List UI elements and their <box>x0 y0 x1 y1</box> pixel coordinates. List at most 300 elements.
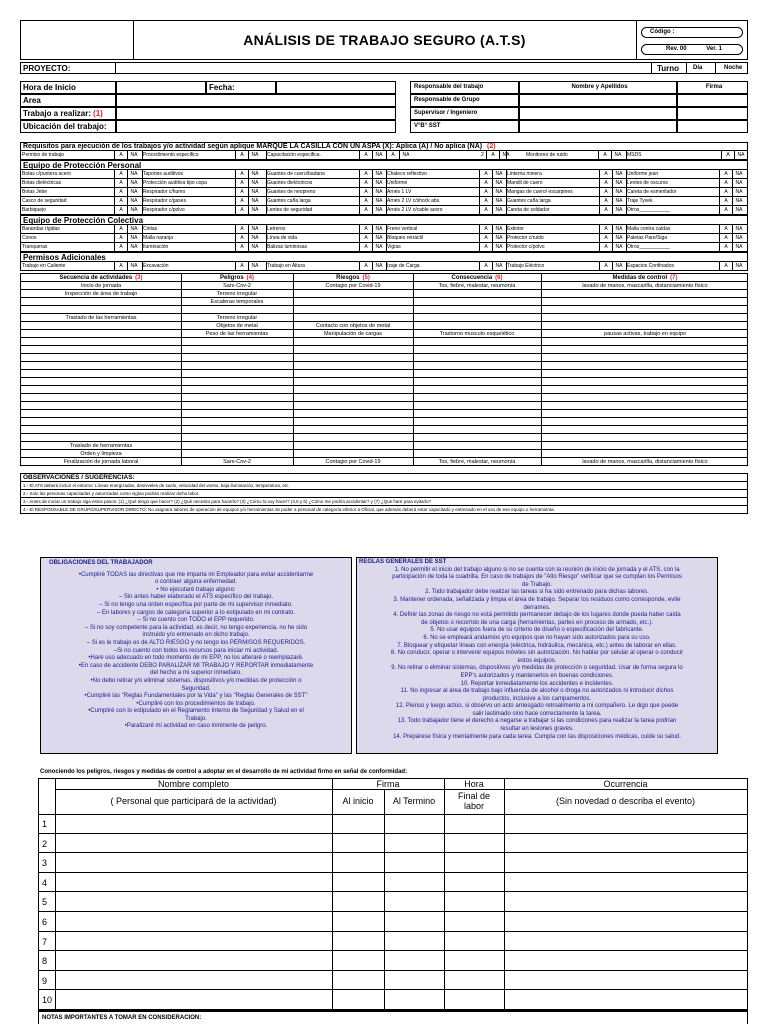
na-option[interactable]: NA <box>248 225 261 233</box>
table-cell[interactable] <box>413 338 541 346</box>
table-cell[interactable] <box>181 410 293 418</box>
table-cell[interactable] <box>293 450 413 458</box>
a-na-checkbox[interactable] <box>598 151 624 159</box>
a-na-checkbox[interactable] <box>479 170 505 178</box>
a-na-checkbox[interactable] <box>235 243 261 251</box>
a-option[interactable]: A <box>719 179 732 187</box>
name-input[interactable] <box>56 912 331 930</box>
a-option[interactable]: A <box>479 243 492 251</box>
a-na-checkbox[interactable] <box>114 151 140 159</box>
a-option[interactable]: A <box>114 197 127 205</box>
hora-final-input[interactable] <box>445 814 503 832</box>
a-option[interactable]: A <box>114 188 127 196</box>
table-cell[interactable] <box>541 434 749 442</box>
na-option[interactable]: NA <box>612 179 625 187</box>
na-option[interactable]: NA <box>127 188 140 196</box>
a-na-checkbox[interactable] <box>719 262 745 270</box>
a-option[interactable]: A <box>598 151 611 159</box>
a-na-checkbox[interactable] <box>719 234 745 242</box>
table-cell[interactable] <box>293 426 413 434</box>
table-cell[interactable] <box>21 410 181 418</box>
firma-inicio-input[interactable] <box>333 814 383 832</box>
resp-signature-input[interactable] <box>677 94 748 107</box>
a-option[interactable]: A <box>114 206 127 214</box>
table-cell[interactable] <box>21 354 181 362</box>
a-na-checkbox[interactable] <box>359 151 385 159</box>
na-option[interactable]: NA <box>372 206 385 214</box>
a-option[interactable]: A <box>719 262 732 270</box>
table-cell[interactable] <box>413 394 541 402</box>
na-option[interactable]: NA <box>248 206 261 214</box>
na-option[interactable]: NA <box>127 197 140 205</box>
name-input[interactable] <box>56 932 331 950</box>
table-cell[interactable] <box>293 354 413 362</box>
table-cell[interactable]: Finalización de jornada laboral <box>63 459 139 465</box>
ocurrencia-input[interactable] <box>505 932 745 950</box>
table-cell[interactable] <box>21 418 181 426</box>
table-cell[interactable] <box>293 442 413 450</box>
firma-inicio-input[interactable] <box>333 892 383 910</box>
a-na-checkbox[interactable] <box>479 243 505 251</box>
table-cell[interactable] <box>293 298 413 306</box>
a-na-checkbox[interactable] <box>235 188 261 196</box>
a-option[interactable]: A <box>599 206 612 214</box>
a-na-checkbox[interactable] <box>719 170 745 178</box>
resp-name-input[interactable] <box>519 107 677 120</box>
a-option[interactable]: A <box>114 170 127 178</box>
table-cell[interactable] <box>413 354 541 362</box>
na-option[interactable]: NA <box>612 262 625 270</box>
table-cell[interactable]: Inspección de área de trabajo <box>64 291 138 297</box>
table-cell[interactable] <box>541 290 749 298</box>
table-cell[interactable] <box>413 402 541 410</box>
a-option[interactable]: A <box>114 234 127 242</box>
table-cell[interactable]: Contagio por Covid-19 <box>325 283 381 289</box>
a-na-checkbox[interactable] <box>719 206 745 214</box>
a-na-checkbox[interactable] <box>599 262 625 270</box>
a-option[interactable]: A <box>235 188 248 196</box>
a-option[interactable]: A <box>479 225 492 233</box>
na-option[interactable]: NA <box>732 262 745 270</box>
a-option[interactable]: A <box>479 179 492 187</box>
ocurrencia-input[interactable] <box>505 853 745 871</box>
table-cell[interactable]: Contagio por Covid-19 <box>325 459 381 465</box>
a-option[interactable]: A <box>235 197 248 205</box>
a-option[interactable]: A <box>359 234 372 242</box>
table-cell[interactable] <box>181 394 293 402</box>
table-cell[interactable] <box>21 386 181 394</box>
table-cell[interactable] <box>541 314 749 322</box>
a-na-checkbox[interactable] <box>114 179 140 187</box>
na-option[interactable]: NA <box>492 188 505 196</box>
a-option[interactable]: A <box>359 170 372 178</box>
a-option[interactable]: A <box>599 234 612 242</box>
a-option[interactable]: A <box>114 243 127 251</box>
a-na-checkbox[interactable] <box>114 262 140 270</box>
table-cell[interactable] <box>293 402 413 410</box>
na-option[interactable]: NA <box>492 234 505 242</box>
firma-inicio-input[interactable] <box>333 951 383 969</box>
na-option[interactable]: NA <box>734 151 747 159</box>
a-option[interactable]: A <box>599 262 612 270</box>
a-na-checkbox[interactable] <box>479 262 505 270</box>
na-option[interactable]: NA <box>248 262 261 270</box>
na-option[interactable]: NA <box>372 170 385 178</box>
codigo-field[interactable]: Código : <box>641 27 743 38</box>
info-input[interactable] <box>116 81 206 94</box>
na-option[interactable]: NA <box>372 197 385 205</box>
firma-termino-input[interactable] <box>385 951 443 969</box>
ocurrencia-input[interactable] <box>505 971 745 989</box>
table-cell[interactable] <box>293 386 413 394</box>
name-input[interactable] <box>56 873 331 891</box>
firma-termino-input[interactable] <box>385 971 443 989</box>
a-na-checkbox[interactable] <box>719 225 745 233</box>
a-na-checkbox[interactable] <box>359 234 385 242</box>
firma-inicio-input[interactable] <box>333 971 383 989</box>
table-cell[interactable] <box>293 378 413 386</box>
hora-final-input[interactable] <box>445 892 503 910</box>
table-cell[interactable] <box>541 298 749 306</box>
a-na-checkbox[interactable] <box>479 225 505 233</box>
table-cell[interactable] <box>541 370 749 378</box>
table-cell[interactable] <box>541 410 749 418</box>
a-option[interactable]: A <box>599 197 612 205</box>
table-cell[interactable] <box>293 370 413 378</box>
hora-final-input[interactable] <box>445 932 503 950</box>
a-na-checkbox[interactable] <box>479 179 505 187</box>
firma-termino-input[interactable] <box>385 932 443 950</box>
a-na-checkbox[interactable] <box>479 234 505 242</box>
table-cell[interactable] <box>541 442 749 450</box>
a-na-checkbox[interactable] <box>235 151 261 159</box>
table-cell[interactable] <box>413 442 541 450</box>
a-na-checkbox[interactable] <box>114 188 140 196</box>
resp-signature-input[interactable] <box>677 107 748 120</box>
ocurrencia-input[interactable] <box>505 951 745 969</box>
a-na-checkbox[interactable] <box>359 188 385 196</box>
name-input[interactable] <box>56 951 331 969</box>
na-option[interactable]: NA <box>127 206 140 214</box>
a-option[interactable]: A <box>235 262 248 270</box>
a-na-checkbox[interactable] <box>235 234 261 242</box>
a-na-checkbox[interactable] <box>235 262 261 270</box>
a-option[interactable]: A <box>235 234 248 242</box>
a-option[interactable]: A <box>599 170 612 178</box>
a-na-checkbox[interactable] <box>114 234 140 242</box>
table-cell[interactable] <box>181 402 293 410</box>
firma-termino-input[interactable] <box>385 873 443 891</box>
na-option[interactable]: NA <box>732 225 745 233</box>
table-cell[interactable] <box>181 354 293 362</box>
table-cell[interactable] <box>181 346 293 354</box>
a-na-checkbox[interactable] <box>235 225 261 233</box>
a-na-checkbox[interactable] <box>721 151 747 159</box>
a-na-checkbox[interactable] <box>719 188 745 196</box>
name-input[interactable] <box>56 814 331 832</box>
table-cell[interactable] <box>541 354 749 362</box>
table-cell[interactable] <box>21 338 181 346</box>
na-option[interactable]: NA <box>127 234 140 242</box>
table-cell[interactable] <box>293 434 413 442</box>
a-na-checkbox[interactable] <box>719 179 745 187</box>
table-cell[interactable]: Sars-Cov-2 <box>223 283 251 289</box>
table-cell[interactable] <box>21 370 181 378</box>
table-cell[interactable] <box>293 362 413 370</box>
a-option[interactable]: A <box>114 151 127 159</box>
na-option[interactable]: NA <box>612 188 625 196</box>
table-cell[interactable] <box>181 338 293 346</box>
hora-final-input[interactable] <box>445 990 503 1008</box>
table-cell[interactable] <box>21 298 181 306</box>
a-option[interactable]: A <box>359 206 372 214</box>
table-cell[interactable] <box>541 346 749 354</box>
na-option[interactable]: NA <box>127 243 140 251</box>
table-cell[interactable] <box>413 426 541 434</box>
na-option[interactable]: NA <box>127 262 140 270</box>
table-cell[interactable] <box>293 314 413 322</box>
table-cell[interactable] <box>541 426 749 434</box>
a-na-checkbox[interactable] <box>479 188 505 196</box>
hora-final-input[interactable] <box>445 834 503 852</box>
name-input[interactable] <box>56 990 331 1008</box>
a-option[interactable]: A <box>359 151 372 159</box>
hora-final-input[interactable] <box>445 971 503 989</box>
hora-final-input[interactable] <box>445 853 503 871</box>
na-option[interactable]: NA <box>492 206 505 214</box>
table-cell[interactable] <box>21 402 181 410</box>
table-cell[interactable] <box>541 402 749 410</box>
na-option[interactable]: NA <box>399 151 412 159</box>
a-option[interactable]: A <box>359 225 372 233</box>
na-option[interactable]: NA <box>732 170 745 178</box>
noche-option[interactable]: Noche <box>724 65 743 71</box>
table-cell[interactable] <box>181 370 293 378</box>
a-option[interactable]: A <box>479 206 492 214</box>
ocurrencia-input[interactable] <box>505 814 745 832</box>
name-input[interactable] <box>56 971 331 989</box>
a-na-checkbox[interactable] <box>114 225 140 233</box>
table-cell[interactable]: Tos, fiebre, malestar, neumonía <box>438 283 516 289</box>
table-cell[interactable] <box>413 314 541 322</box>
table-cell[interactable] <box>413 434 541 442</box>
a-option[interactable]: A <box>479 170 492 178</box>
table-cell[interactable]: Orden y limpieza <box>80 451 122 457</box>
table-cell[interactable]: Peso de las herramientas <box>205 331 269 337</box>
table-cell[interactable] <box>541 450 749 458</box>
hora-final-input[interactable] <box>445 951 503 969</box>
na-option[interactable]: NA <box>127 151 140 159</box>
na-option[interactable]: NA <box>248 243 261 251</box>
a-na-checkbox[interactable] <box>479 197 505 205</box>
a-na-checkbox[interactable] <box>719 197 745 205</box>
resp-name-input[interactable] <box>519 94 677 107</box>
a-option[interactable]: A <box>719 170 732 178</box>
firma-termino-input[interactable] <box>385 892 443 910</box>
a-option[interactable]: A <box>359 262 372 270</box>
table-cell[interactable] <box>21 378 181 386</box>
table-cell[interactable] <box>413 306 541 314</box>
table-cell[interactable] <box>181 450 293 458</box>
na-option[interactable]: NA <box>611 151 624 159</box>
firma-inicio-input[interactable] <box>333 990 383 1008</box>
table-cell[interactable]: Escaleras temporales <box>210 299 264 305</box>
a-na-checkbox[interactable] <box>599 170 625 178</box>
table-cell[interactable] <box>541 386 749 394</box>
hora-final-input[interactable] <box>445 873 503 891</box>
na-option[interactable]: NA <box>248 179 261 187</box>
dia-option[interactable]: Día <box>693 65 703 71</box>
table-cell[interactable] <box>413 410 541 418</box>
firma-termino-input[interactable] <box>385 990 443 1008</box>
firma-termino-input[interactable] <box>385 912 443 930</box>
table-cell[interactable] <box>293 306 413 314</box>
na-option[interactable]: NA <box>248 170 261 178</box>
table-cell[interactable] <box>293 338 413 346</box>
na-option[interactable]: NA <box>612 225 625 233</box>
firma-inicio-input[interactable] <box>333 834 383 852</box>
table-cell[interactable] <box>181 418 293 426</box>
a-na-checkbox[interactable] <box>359 179 385 187</box>
a-option[interactable]: A <box>719 225 732 233</box>
na-option[interactable]: NA <box>492 243 505 251</box>
na-option[interactable]: NA <box>248 151 261 159</box>
na-option[interactable]: NA <box>248 188 261 196</box>
ocurrencia-input[interactable] <box>505 892 745 910</box>
a-na-checkbox[interactable] <box>599 197 625 205</box>
a-na-checkbox[interactable] <box>235 197 261 205</box>
firma-inicio-input[interactable] <box>333 932 383 950</box>
table-cell[interactable] <box>21 434 181 442</box>
na-option[interactable]: NA <box>732 188 745 196</box>
fecha-input[interactable] <box>276 81 396 94</box>
table-cell[interactable] <box>293 346 413 354</box>
a-na-checkbox[interactable] <box>359 225 385 233</box>
table-cell[interactable] <box>21 330 181 338</box>
table-cell[interactable] <box>413 298 541 306</box>
table-cell[interactable] <box>413 290 541 298</box>
table-cell[interactable] <box>181 426 293 434</box>
a-option[interactable]: A <box>479 262 492 270</box>
table-cell[interactable]: Tos, fiebre, malestar, neumonía <box>438 459 516 465</box>
info-input[interactable] <box>116 94 396 107</box>
a-na-checkbox[interactable] <box>114 243 140 251</box>
table-cell[interactable] <box>413 386 541 394</box>
a-option[interactable]: A <box>719 206 732 214</box>
a-option[interactable]: A <box>479 188 492 196</box>
na-option[interactable]: NA <box>127 179 140 187</box>
a-na-checkbox[interactable] <box>359 197 385 205</box>
table-cell[interactable] <box>413 378 541 386</box>
table-cell[interactable] <box>181 378 293 386</box>
table-cell[interactable] <box>181 386 293 394</box>
na-option[interactable]: NA <box>492 225 505 233</box>
table-cell[interactable]: pausas activas, trabajo en equipo <box>604 331 686 337</box>
table-cell[interactable] <box>21 346 181 354</box>
a-option[interactable]: A <box>599 225 612 233</box>
a-option[interactable]: A <box>235 206 248 214</box>
table-cell[interactable]: Manipulación de cargas <box>323 331 383 337</box>
firma-inicio-input[interactable] <box>333 853 383 871</box>
a-na-checkbox[interactable] <box>359 262 385 270</box>
a-option[interactable]: A <box>359 179 372 187</box>
table-cell[interactable] <box>413 418 541 426</box>
a-na-checkbox[interactable] <box>486 151 512 159</box>
a-na-checkbox[interactable] <box>599 179 625 187</box>
table-cell[interactable] <box>21 306 181 314</box>
a-option[interactable]: A <box>114 179 127 187</box>
na-option[interactable]: NA <box>372 179 385 187</box>
table-cell[interactable] <box>413 346 541 354</box>
na-option[interactable]: NA <box>492 170 505 178</box>
a-option[interactable]: A <box>719 197 732 205</box>
table-cell[interactable] <box>293 410 413 418</box>
na-option[interactable]: NA <box>612 243 625 251</box>
table-cell[interactable]: lavado de manos, mascarilla, distanciamiento físico <box>582 283 708 289</box>
na-option[interactable]: NA <box>372 234 385 242</box>
name-input[interactable] <box>56 834 331 852</box>
a-na-checkbox[interactable] <box>114 206 140 214</box>
ocurrencia-input[interactable] <box>505 873 745 891</box>
firma-inicio-input[interactable] <box>333 873 383 891</box>
table-cell[interactable] <box>181 362 293 370</box>
na-option[interactable]: NA <box>372 225 385 233</box>
table-cell[interactable] <box>541 338 749 346</box>
a-na-checkbox[interactable] <box>235 206 261 214</box>
a-na-checkbox[interactable] <box>599 243 625 251</box>
table-cell[interactable]: Terreno irregular <box>216 291 258 297</box>
table-cell[interactable]: Sars-Cov-2 <box>223 459 251 465</box>
table-cell[interactable] <box>541 378 749 386</box>
table-cell[interactable]: lavado de manos, mascarilla, distanciamiento físico <box>582 459 708 465</box>
a-na-checkbox[interactable] <box>479 206 505 214</box>
a-option[interactable]: A <box>359 243 372 251</box>
na-option[interactable]: NA <box>499 151 512 159</box>
na-option[interactable]: NA <box>372 243 385 251</box>
a-option[interactable]: A <box>486 151 499 159</box>
ocurrencia-input[interactable] <box>505 912 745 930</box>
resp-signature-input[interactable] <box>677 120 748 133</box>
table-cell[interactable]: Inicio de jornada <box>80 283 122 289</box>
firma-inicio-input[interactable] <box>333 912 383 930</box>
table-cell[interactable] <box>293 290 413 298</box>
a-option[interactable]: A <box>359 188 372 196</box>
a-option[interactable]: A <box>599 188 612 196</box>
na-option[interactable]: NA <box>732 234 745 242</box>
a-option[interactable]: A <box>599 179 612 187</box>
firma-termino-input[interactable] <box>385 853 443 871</box>
a-na-checkbox[interactable] <box>599 234 625 242</box>
na-option[interactable]: NA <box>732 179 745 187</box>
table-cell[interactable] <box>293 394 413 402</box>
table-cell[interactable] <box>541 418 749 426</box>
a-na-checkbox[interactable] <box>359 206 385 214</box>
na-option[interactable]: NA <box>372 262 385 270</box>
a-na-checkbox[interactable] <box>386 151 412 159</box>
a-option[interactable]: A <box>235 243 248 251</box>
na-option[interactable]: NA <box>732 206 745 214</box>
a-na-checkbox[interactable] <box>599 225 625 233</box>
table-cell[interactable] <box>181 442 293 450</box>
na-option[interactable]: NA <box>492 262 505 270</box>
a-option[interactable]: A <box>114 225 127 233</box>
a-option[interactable]: A <box>479 234 492 242</box>
na-option[interactable]: NA <box>732 243 745 251</box>
na-option[interactable]: NA <box>248 234 261 242</box>
table-cell[interactable] <box>413 322 541 330</box>
resp-name-input[interactable] <box>519 120 677 133</box>
a-na-checkbox[interactable] <box>599 206 625 214</box>
